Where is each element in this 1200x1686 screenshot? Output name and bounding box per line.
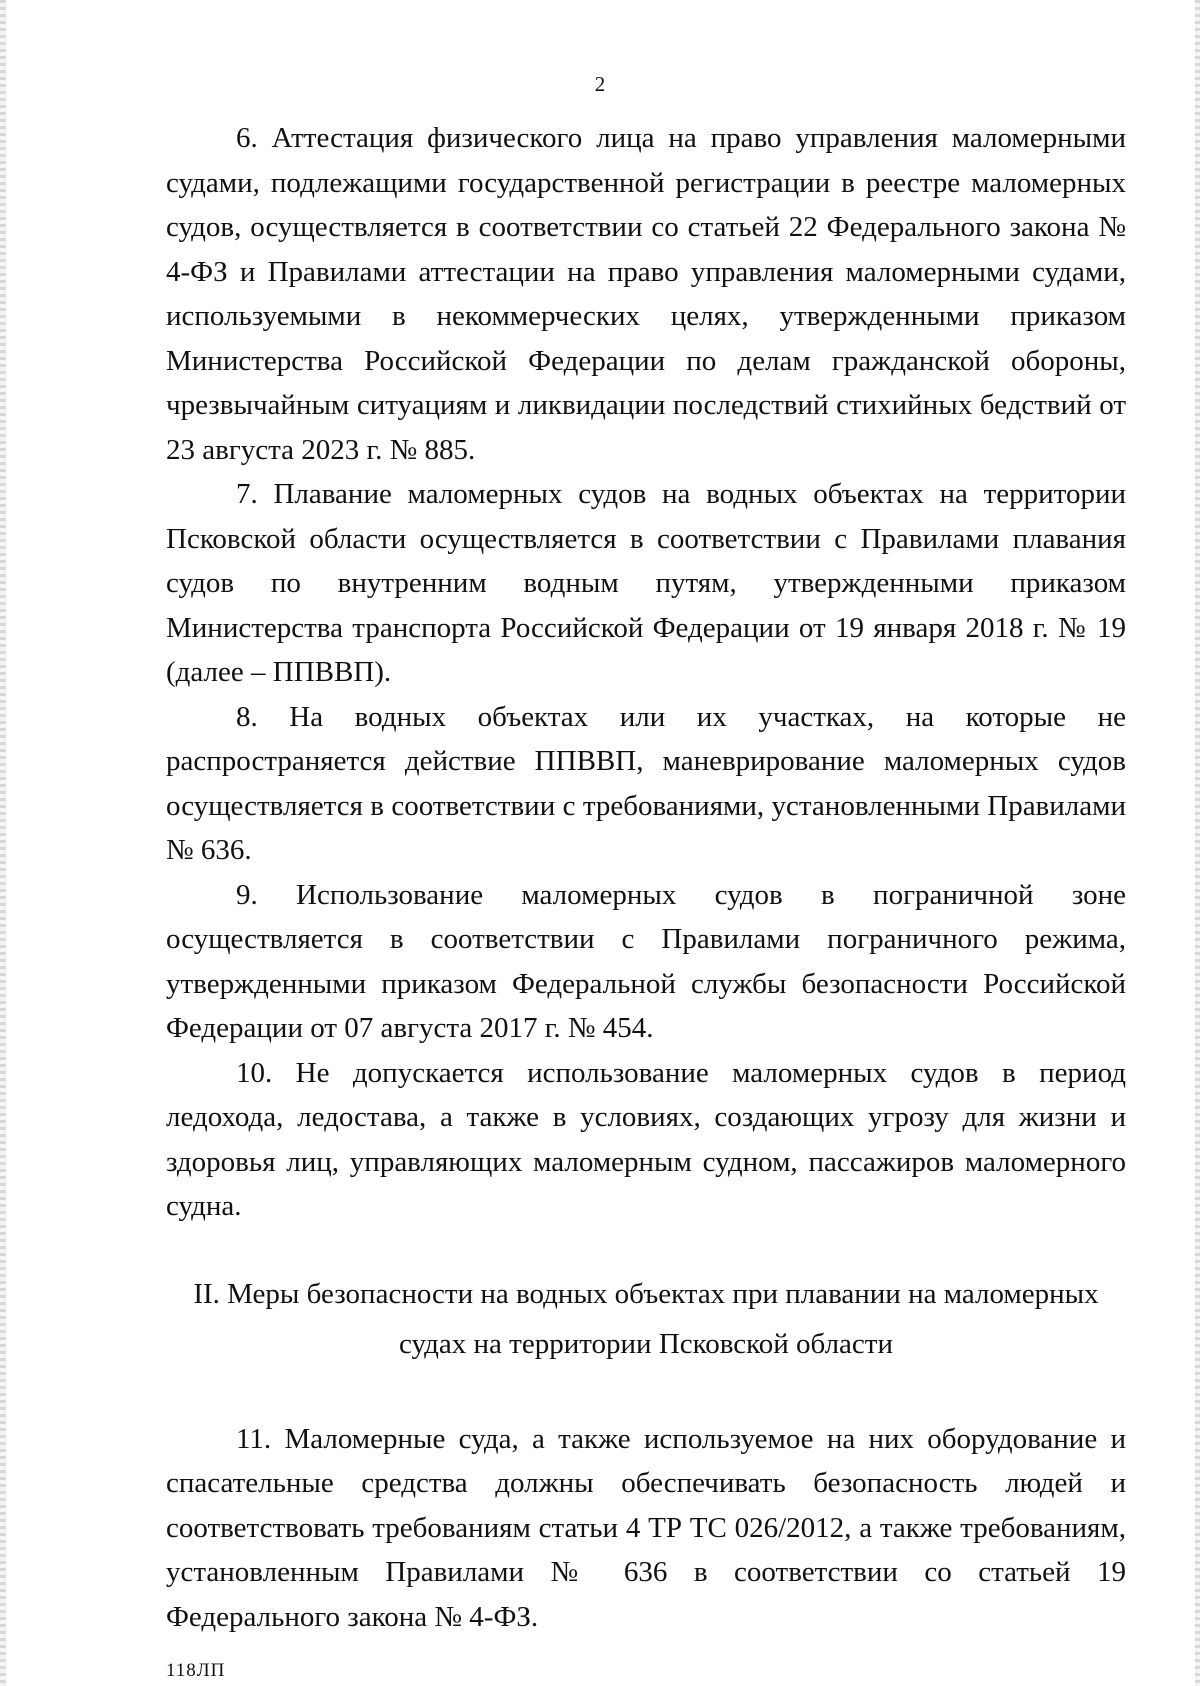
document-body <box>166 116 1126 1639</box>
section-heading-line-2: судах на территории Псковской области <box>399 1327 893 1360</box>
document-code: 118ЛП <box>166 1660 226 1681</box>
section-heading-line-1: II. Меры безопасности на водных объектах при плавании на маломерных <box>193 1277 1099 1310</box>
section-heading <box>166 1269 1126 1369</box>
page-number: 2 <box>594 72 606 96</box>
scan-edge-left <box>0 0 6 1686</box>
paragraph-9: 9. Использование маломерных судов в пограничной зоне осуществляется в соответствии с Правилами пограничного режима, утвержденными приказом Федеральной службы безопасности Российской Федерации от 07 августа 2017 г. № 454. <box>166 878 1126 1044</box>
paragraph-10: 10. Не допускается использование маломерных судов в период ледохода, ледостава, а также в условиях, создающих угрозу для жизни и здоровья лиц, управляющих маломерным судном, пассажиров маломерного судна. <box>166 1056 1126 1222</box>
paragraph-7: 7. Плавание маломерных судов на водных объектах на территории Псковской области осуществляется в соответствии с Правилами плавания судов по внутренним водным путям, утвержденными приказом Министерства транспорта Российской Федерации от 19 января 2018 г. № 19 (далее – ППВВП). <box>166 478 1126 688</box>
paragraph-6: 6. Аттестация физического лица на право управления маломерными судами, подлежащими государственной регистрации в реестре маломерных судов, осуществляется в соответствии со статьей 22 Федерального закона № 4-ФЗ и Правилами аттестации на право управления маломерными судами, используемыми в некоммерческих целях, утвержденными приказом Министерства Российской Федерации по делам гражданской обороны, чрезвычайным ситуациям и ликвидации последствий стихийных бедствий от 23 августа 2023 г. № 885. <box>166 122 1126 466</box>
paragraph-11: 11. Маломерные суда, а также используемое на них оборудование и спасательные средства должны обеспечивать безопасность людей и соответствовать требованиям статьи 4 ТР ТС 026/2012, а также требованиям, установленным Правилами № 636 в соответствии со статьей 19 Федерального закона № 4-ФЗ. <box>166 1422 1126 1633</box>
paragraph-8: 8. На водных объектах или их участках, на которые не распространяется действие ППВВП, маневрирование маломерных судов осуществляется в соответствии с требованиями, установленными Правилами № 636. <box>166 700 1126 866</box>
scan-edge-right <box>1195 0 1200 1686</box>
